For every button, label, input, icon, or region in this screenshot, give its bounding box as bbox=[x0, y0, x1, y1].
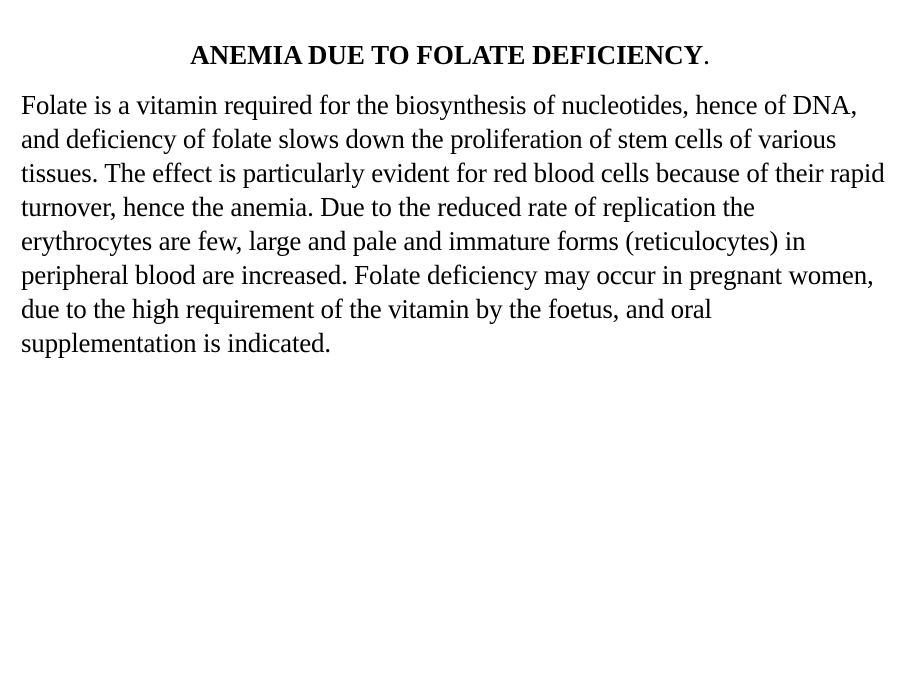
page-title-period: . bbox=[703, 40, 710, 70]
body-paragraph: Folate is a vitamin required for the biosynthesis of nucleotides, hence of DNA, and deficiency of folate slows down the proliferation of stem cells of various tissues. The effect is particularly evident for red blood cells because of their rapid turnover, hence the anemia. Due to the reduced rate of replication the erythrocytes are few, large and pale and immature forms (reticulocytes) in peripheral blood are increased. Folate deficiency may occur in pregnant women, due to the high requirement of the vitamin by the foetus, and oral supplementation is indicated. bbox=[21, 90, 885, 358]
page-title-text: ANEMIA DUE TO FOLATE DEFICIENCY bbox=[190, 40, 704, 70]
page-title bbox=[0, 38, 900, 72]
